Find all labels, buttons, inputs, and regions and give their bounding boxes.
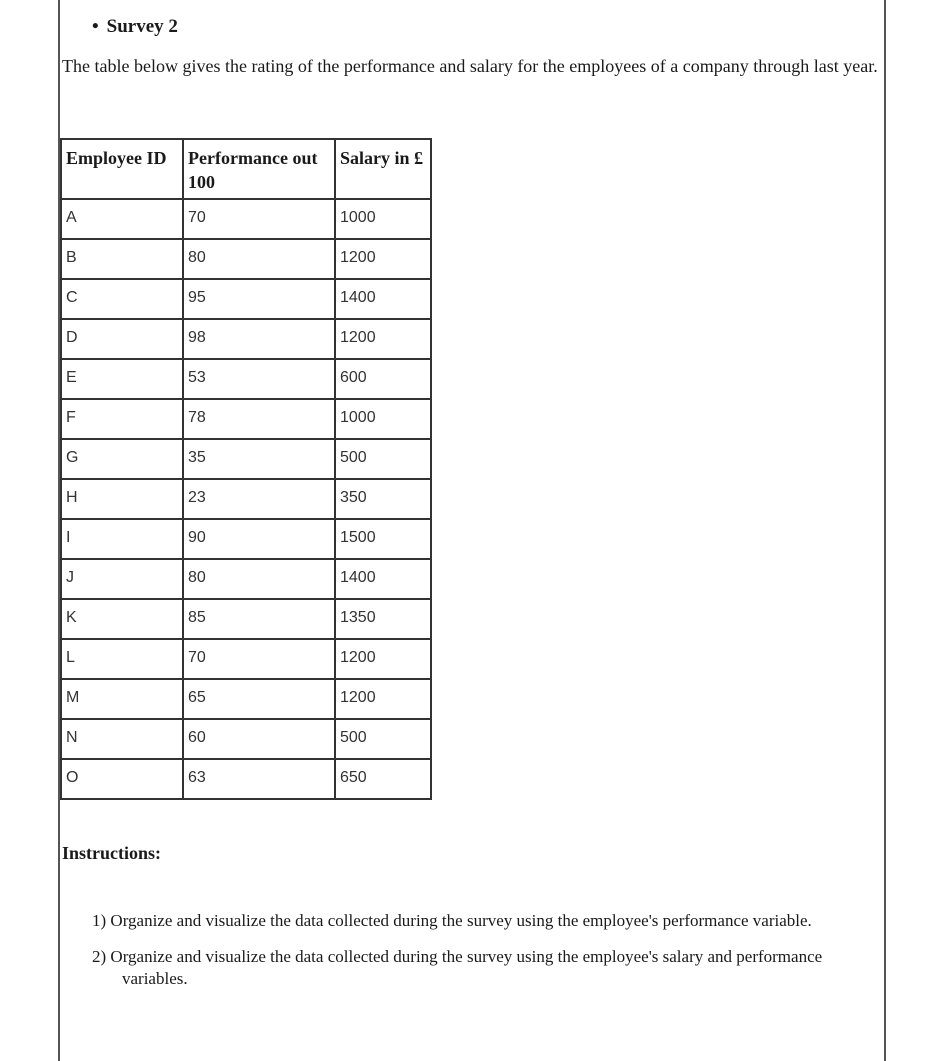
cell-salary: 1400 [335,559,431,599]
cell-salary: 650 [335,759,431,799]
cell-salary: 600 [335,359,431,399]
cell-employee-id: K [61,599,183,639]
header-performance: Performance out 100 [183,139,335,199]
cell-salary: 350 [335,479,431,519]
cell-performance: 60 [183,719,335,759]
cell-employee-id: J [61,559,183,599]
header-salary: Salary in £ [335,139,431,199]
cell-performance: 53 [183,359,335,399]
table-row [61,239,431,279]
header-employee-id: Employee ID [61,139,183,199]
table-row [61,559,431,599]
table-row [61,479,431,519]
cell-employee-id: E [61,359,183,399]
cell-employee-id: C [61,279,183,319]
table-header-row [61,139,431,199]
cell-employee-id: B [61,239,183,279]
cell-performance: 63 [183,759,335,799]
cell-performance: 95 [183,279,335,319]
frame-right-border [884,0,886,1061]
cell-salary: 1000 [335,399,431,439]
instructions-list [92,910,872,1004]
cell-employee-id: O [61,759,183,799]
table-row [61,199,431,239]
cell-employee-id: F [61,399,183,439]
cell-salary: 1200 [335,679,431,719]
cell-performance: 85 [183,599,335,639]
instruction-item: 2) Organize and visualize the data collected during the survey using the employee's salary and performance variables. [92,947,823,988]
cell-salary: 1400 [335,279,431,319]
cell-salary: 1350 [335,599,431,639]
cell-performance: 98 [183,319,335,359]
cell-salary: 1000 [335,199,431,239]
cell-salary: 1500 [335,519,431,559]
cell-salary: 500 [335,439,431,479]
table-row [61,359,431,399]
table-row [61,439,431,479]
survey-heading-text: Survey 2 [106,16,178,37]
cell-salary: 1200 [335,319,431,359]
cell-performance: 70 [183,639,335,679]
cell-performance: 65 [183,679,335,719]
table-row [61,599,431,639]
cell-employee-id: H [61,479,183,519]
cell-employee-id: N [61,719,183,759]
cell-employee-id: D [61,319,183,359]
cell-employee-id: M [61,679,183,719]
cell-performance: 78 [183,399,335,439]
cell-performance: 90 [183,519,335,559]
instruction-item: 1) Organize and visualize the data collected during the survey using the employee's performance variable. [92,911,812,930]
cell-salary: 1200 [335,239,431,279]
cell-performance: 70 [183,199,335,239]
table-row [61,759,431,799]
survey-heading [92,16,178,38]
table-body [61,199,431,799]
cell-salary: 1200 [335,639,431,679]
cell-performance: 80 [183,559,335,599]
table-row [61,519,431,559]
cell-employee-id: L [61,639,183,679]
cell-performance: 35 [183,439,335,479]
cell-employee-id: G [61,439,183,479]
table-row [61,279,431,319]
cell-performance: 80 [183,239,335,279]
cell-performance: 23 [183,479,335,519]
table-row [61,319,431,359]
intro-paragraph: The table below gives the rating of the performance and salary for the employees of a company through last year. [62,56,878,76]
table-row [61,679,431,719]
instructions-title: Instructions: [62,843,162,863]
bullet-icon: • [92,16,99,37]
cell-employee-id: A [61,199,183,239]
table-row [61,399,431,439]
cell-salary: 500 [335,719,431,759]
table-row [61,719,431,759]
table-row [61,639,431,679]
survey-table [60,138,432,800]
cell-employee-id: I [61,519,183,559]
